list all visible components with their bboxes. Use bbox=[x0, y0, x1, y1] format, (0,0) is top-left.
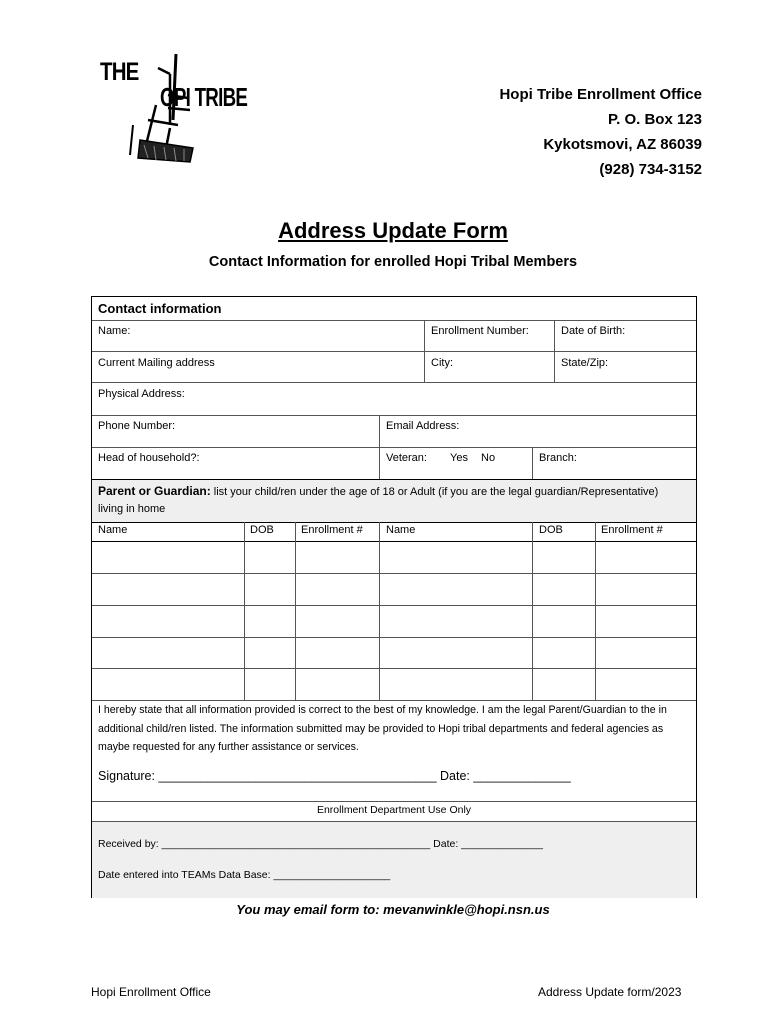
date-entered-line[interactable]: Date entered into TEAMs Data Base: ____________________ bbox=[98, 869, 391, 881]
contact-section-title: Contact information bbox=[98, 301, 222, 316]
phone-number-field[interactable]: Phone Number: bbox=[98, 420, 176, 432]
table-row[interactable] bbox=[92, 605, 696, 606]
name-field[interactable]: Name: bbox=[98, 325, 131, 337]
divider bbox=[92, 382, 696, 383]
divider bbox=[595, 522, 596, 700]
date-of-birth-field[interactable]: Date of Birth: bbox=[561, 325, 626, 337]
col-header-dob: DOB bbox=[250, 524, 274, 536]
veteran-no-option[interactable]: No bbox=[481, 452, 496, 464]
city-field[interactable]: City: bbox=[431, 357, 453, 369]
email-address-field[interactable]: Email Address: bbox=[386, 420, 460, 432]
guardian-text: list your child/ren under the age of 18 or Adult (if you are the legal guardian/Representative) bbox=[210, 486, 659, 498]
divider bbox=[92, 522, 696, 523]
divider bbox=[92, 821, 696, 822]
footer-left: Hopi Enrollment Office bbox=[91, 985, 211, 999]
divider bbox=[92, 320, 696, 321]
office-use-area bbox=[92, 821, 696, 898]
office-use-heading: Enrollment Department Use Only bbox=[316, 804, 472, 816]
table-row[interactable] bbox=[92, 573, 696, 574]
mailing-address-field[interactable]: Current Mailing address bbox=[98, 357, 215, 369]
office-box: P. O. Box 123 bbox=[608, 111, 702, 128]
certification-statement: I hereby state that all information provided is correct to the best of my knowledge. I am the legal Parent/Guardian to the in additional child/ren listed. The information submitted may be provided to Hopi tribal departments and federal agencies as maybe requested for any further assistance or services. bbox=[98, 704, 667, 753]
col-header-enrollment-2: Enrollment # bbox=[601, 524, 663, 536]
enrollment-number-field[interactable]: Enrollment Number: bbox=[431, 325, 529, 337]
guardian-text-line2: living in home bbox=[98, 503, 166, 515]
divider bbox=[92, 541, 696, 542]
received-by-line[interactable]: Received by: ______________________________________________ Date: ______________ bbox=[98, 838, 543, 850]
veteran-label: Veteran: bbox=[386, 452, 427, 464]
guardian-instructions bbox=[98, 484, 658, 498]
office-phone: (928) 734-3152 bbox=[599, 161, 702, 178]
col-header-name-2: Name bbox=[386, 524, 416, 536]
branch-field[interactable]: Branch: bbox=[539, 452, 577, 464]
signature-line[interactable]: Signature: ________________________________________ Date: ______________ bbox=[98, 769, 571, 783]
divider bbox=[92, 447, 696, 448]
col-header-name: Name bbox=[98, 524, 128, 536]
col-header-enrollment: Enrollment # bbox=[301, 524, 363, 536]
divider bbox=[532, 522, 533, 700]
divider bbox=[379, 522, 380, 700]
head-of-household-field[interactable]: Head of household?: bbox=[98, 452, 200, 464]
office-name: Hopi Tribe Enrollment Office bbox=[499, 86, 702, 103]
physical-address-field[interactable]: Physical Address: bbox=[98, 388, 185, 400]
table-row[interactable] bbox=[92, 637, 696, 638]
office-address bbox=[499, 82, 702, 182]
divider bbox=[295, 522, 296, 700]
col-header-dob-2: DOB bbox=[539, 524, 563, 536]
footer-right: Address Update form/2023 bbox=[538, 985, 682, 999]
divider bbox=[244, 522, 245, 700]
logo-text-hopi-tribe: OPI TRIBE bbox=[160, 82, 248, 112]
divider bbox=[532, 447, 533, 479]
divider bbox=[92, 351, 696, 352]
address-update-form bbox=[91, 296, 697, 898]
email-note: You may email form to: mevanwinkle@hopi.nsn.us bbox=[236, 902, 550, 917]
form-title: Address Update Form bbox=[278, 218, 508, 243]
logo-text-the: THE bbox=[100, 58, 139, 86]
form-subtitle: Contact Information for enrolled Hopi Tribal Members bbox=[208, 254, 578, 270]
hopi-tribe-logo bbox=[98, 50, 298, 175]
table-row[interactable] bbox=[92, 668, 696, 669]
state-zip-field[interactable]: State/Zip: bbox=[561, 357, 609, 369]
office-city: Kykotsmovi, AZ 86039 bbox=[543, 136, 702, 153]
veteran-yes-option[interactable]: Yes bbox=[450, 452, 468, 464]
divider bbox=[92, 801, 696, 802]
divider bbox=[92, 415, 696, 416]
guardian-heading: Parent or Guardian: bbox=[98, 484, 211, 498]
